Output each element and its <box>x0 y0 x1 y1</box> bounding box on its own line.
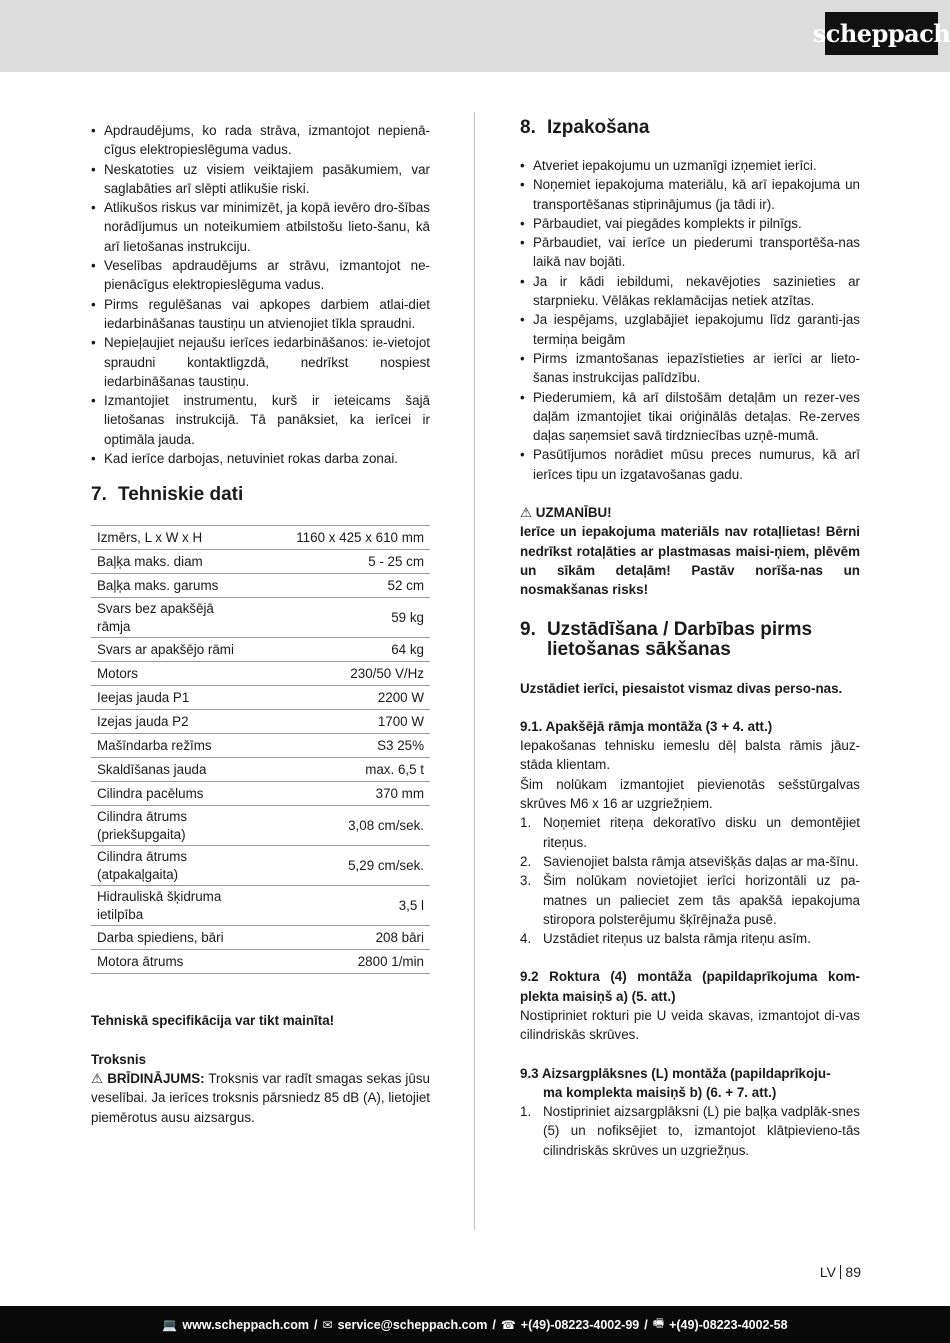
noise-warning <box>91 1069 430 1127</box>
spec-row <box>91 550 430 574</box>
spec-row <box>91 846 430 886</box>
left-column <box>91 112 430 1127</box>
spec-value: 370 mm <box>243 782 430 806</box>
spec-label: Darba spiediens, bāri <box>91 926 243 950</box>
section-9-3-title: 9.3 Aizsargplāksnes (L) montāža (papildaprīkoju- ma komplekta maisiņš b) (6. + 7. att.) <box>520 1065 831 1100</box>
spec-label: Baļķa maks. garums <box>91 574 243 598</box>
section-9-2-text: Nostipriniet rokturi pie U veida skavas, izmantojot di-vas cilindriskās skrūves. <box>520 1007 860 1043</box>
section-7-heading: 7. Tehniskie dati <box>91 484 244 506</box>
noise-title: Troksnis <box>91 1051 147 1067</box>
section-9-1-steps <box>520 813 860 948</box>
spec-row <box>91 526 430 550</box>
safety-bullet-item: • Apdraudējums, ko rada strāva, izmantojot nepienā-cīgus elektropieslēguma vadus. <box>91 121 430 160</box>
fax-icon: 🖷 <box>652 1316 665 1330</box>
section-9-1-text1: Iepakošanas tehnisku iemeslu dēļ balsta rāmis jāuz-stāda klientam. <box>520 738 860 773</box>
safety-bullet-item: • Izmantojiet instrumentu, kurš ir ieteicams šajā lietošanas instrukcijā. Tā panāksiet, ka ierīcei ir optimāla jauda. <box>91 391 430 449</box>
unpacking-bullet-item: • Pirms izmantošanas iepazīstieties ar ierīci ar lieto-šanas instrukcijas palīdzību. <box>520 349 860 388</box>
spec-row <box>91 782 430 806</box>
computer-icon: 💻 <box>162 1317 178 1332</box>
unpacking-bullet-item: • Piederumiem, kā arī dilstošām detaļām un rezer-ves daļām izmantojiet tikai oriģinālās detaļas. Re-zerves daļas saņemsiet savā tirdzniecības uzņē-mumā. <box>520 388 860 446</box>
footer-bar: 💻 www.scheppach.com / ✉ service@scheppach.com / ☎ +(49)-08223-4002-99 / 🖷 +(49)-08223-4002-58 <box>0 1306 950 1343</box>
spec-label: Cilindra ātrums (atpakaļgaita) <box>91 846 243 886</box>
column-divider <box>474 112 475 1230</box>
spec-value: 5,29 cm/sek. <box>243 846 430 886</box>
right-column <box>520 112 860 1160</box>
spec-label: Cilindra pacēlums <box>91 782 243 806</box>
unpacking-bullet-item: • Pārbaudiet, vai piegādes komplekts ir pilnīgs. <box>520 214 860 233</box>
section-9-heading: 9. Uzstādīšana / Darbības pirms lietošanas sākšanas <box>520 618 813 660</box>
spec-label: Ieejas jauda P1 <box>91 686 243 710</box>
spec-label: Hidrauliskā šķidruma ietilpība <box>91 886 243 926</box>
unpacking-bullet-item: • Pārbaudiet, vai ierīce un piederumi transportēša-nas laikā nav bojāti. <box>520 233 860 272</box>
spec-value: 52 cm <box>243 574 430 598</box>
footer-email[interactable]: service@scheppach.com <box>337 1317 488 1332</box>
install-note: Uzstādiet ierīci, piesaistot vismaz divas perso-nas. <box>520 680 843 696</box>
section-9-3-steps <box>520 1102 860 1160</box>
safety-bullet-item: • Nepieļaujiet nejaušu ierīces iedarbināšanos: ie-vietojot spraudni kontaktligzdā, nedrīkst nospiest iedarbināšanas taustiņu. <box>91 333 430 391</box>
spec-value: 59 kg <box>243 598 430 638</box>
page-number: LV 89 <box>819 1264 861 1280</box>
safety-bullet-list <box>91 121 430 468</box>
spec-label: Mašīndarba režīms <box>91 734 243 758</box>
section-9-1-title: 9.1. Apakšējā rāmja montāža (3 + 4. att.) <box>520 718 773 734</box>
spec-label: Skaldīšanas jauda <box>91 758 243 782</box>
step-item: 4. Uzstādiet riteņus uz balsta rāmja riteņu asīm. <box>520 931 811 947</box>
unpacking-bullet-item: • Pasūtījumos norādiet mūsu preces numurus, kā arī ierīces tipu un izgatavošanas gadu. <box>520 445 860 484</box>
spec-value: 2200 W <box>243 686 430 710</box>
footer-website[interactable]: www.scheppach.com <box>182 1317 310 1332</box>
warning-triangle-icon: ⚠ <box>520 505 533 521</box>
spec-label: Izmērs, L x W x H <box>91 526 243 550</box>
spec-label: Motora ātrums <box>91 950 243 974</box>
scheppach-logo: scheppach <box>825 12 938 55</box>
spec-row <box>91 686 430 710</box>
unpacking-bullet-item: • Ja ir kādi iebildumi, nekavējoties sazinieties ar starpnieku. Vēlākas reklamācijas netiek atzītas. <box>520 272 860 311</box>
step-item: 2. Savienojiet balsta rāmja atsevišķās daļas ar ma-šīnu. <box>520 853 859 869</box>
spec-value: max. 6,5 t <box>243 758 430 782</box>
spec-row <box>91 926 430 950</box>
technical-data-table <box>91 525 430 974</box>
warning-label: BRĪDINĀJUMS: <box>107 1070 205 1086</box>
safety-bullet-item: • Veselības apdraudējums ar strāvu, izmantojot ne-pienācīgus elektropieslēguma vadus. <box>91 256 430 295</box>
step-item: 3. Šim nolūkam novietojiet ierīci horizontāli uz pa-matnes un palieciet zem tās apakšā iepakojuma stiropora polsterējumu šķīrējnaža pusē. <box>520 873 860 927</box>
footer-fax: +(49)-08223-4002-58 <box>669 1317 788 1332</box>
caution-block <box>520 503 860 599</box>
spec-label: Cilindra ātrums (priekšupgaita) <box>91 806 243 846</box>
warning-triangle-icon: ⚠ <box>91 1070 104 1086</box>
header-bar <box>0 0 950 72</box>
unpacking-bullet-item: • Ja iespējams, uzglabājiet iepakojumu līdz garanti-jas termiņa beigām <box>520 310 860 349</box>
mail-icon: ✉ <box>322 1317 333 1332</box>
spec-row <box>91 734 430 758</box>
spec-value: 3,5 l <box>243 886 430 926</box>
step-item: 1. Nostipriniet aizsargplāksni (L) pie baļķa vadplāk-snes (5) un nofiksējiet to, izmantojot klātpievieno-tās cilindriskās skrūves un uzgriežņus. <box>520 1104 860 1158</box>
spec-row <box>91 758 430 782</box>
spec-row <box>91 950 430 974</box>
spec-label: Motors <box>91 662 243 686</box>
spec-value: 208 bāri <box>243 926 430 950</box>
spec-label: Baļķa maks. diam <box>91 550 243 574</box>
safety-bullet-item: • Neskatoties uz visiem veiktajiem pasākumiem, var saglabāties arī slēpti atlikušie riski. <box>91 160 430 199</box>
caution-text: Ierīce un iepakojuma materiāls nav rotaļlietas! Bērni nedrīkst rotaļāties ar plastmasas maisi-ņiem, plēvēm un sīkām detaļām! Pastāv norīša-nas un nosmakšanas risks! <box>520 524 860 598</box>
footer-phone: +(49)-08223-4002-99 <box>520 1317 640 1332</box>
spec-row <box>91 638 430 662</box>
caution-heading: ⚠ UZMANĪBU! <box>520 505 612 521</box>
spec-row <box>91 710 430 734</box>
spec-change-note: Tehniskā specifikācija var tikt mainīta! <box>91 1013 335 1029</box>
spec-row <box>91 806 430 846</box>
safety-bullet-item: • Kad ierīce darbojas, netuviniet rokas darba zonai. <box>91 449 430 468</box>
spec-value: S3 25% <box>243 734 430 758</box>
step-item: 1. Noņemiet riteņa dekoratīvo disku un demontējiet riteņus. <box>520 815 860 850</box>
spec-row <box>91 662 430 686</box>
unpacking-bullet-list <box>520 156 860 484</box>
spec-label: Svars ar apakšējo rāmi <box>91 638 243 662</box>
spec-value: 230/50 V/Hz <box>243 662 430 686</box>
spec-value: 64 kg <box>243 638 430 662</box>
unpacking-bullet-item: • Atveriet iepakojumu un uzmanīgi izņemiet ierīci. <box>520 156 860 175</box>
warning-text: Troksnis var radīt smagas sekas jūsu veselībai. Ja ierīces troksnis pārsniedz 85 dB (A), lietojiet piemērotus ausu aizsargus. <box>91 1070 430 1125</box>
unpacking-bullet-item: • Noņemiet iepakojuma materiālu, kā arī iepakojuma un transportēšanas stiprinājumus (ja tādi ir). <box>520 175 860 214</box>
safety-bullet-item: • Pirms regulēšanas vai apkopes darbiem atlai-diet iedarbināšanas taustiņu un atvienojiet tīkla spraudni. <box>91 295 430 334</box>
spec-label: Izejas jauda P2 <box>91 710 243 734</box>
spec-row <box>91 598 430 638</box>
spec-label: Svars bez apakšējā rāmja <box>91 598 243 638</box>
spec-value: 5 - 25 cm <box>243 550 430 574</box>
spec-row <box>91 886 430 926</box>
section-9-1-text2: Šim nolūkam izmantojiet pievienotās sešstūrgalvas skrūves M6 x 16 ar uzgriežņiem. <box>520 776 860 812</box>
spec-value: 1160 x 425 x 610 mm <box>243 526 430 550</box>
safety-bullet-item: • Atlikušos riskus var minimizēt, ja kopā ievēro dro-šības norādījumus un noteikumiem atbilstošu lieto-šanu, kā arī lietošanas instrukciju. <box>91 198 430 256</box>
spec-value: 2800 1/min <box>243 950 430 974</box>
spec-row <box>91 574 430 598</box>
section-8-heading: 8. Izpakošana <box>520 117 650 138</box>
spec-value: 1700 W <box>243 710 430 734</box>
phone-icon: ☎ <box>500 1317 516 1332</box>
spec-value: 3,08 cm/sek. <box>243 806 430 846</box>
section-9-2-title: 9.2 Roktura (4) montāža (papildaprīkojuma kom-plekta maisiņš a) (5. att.) <box>520 969 860 1004</box>
